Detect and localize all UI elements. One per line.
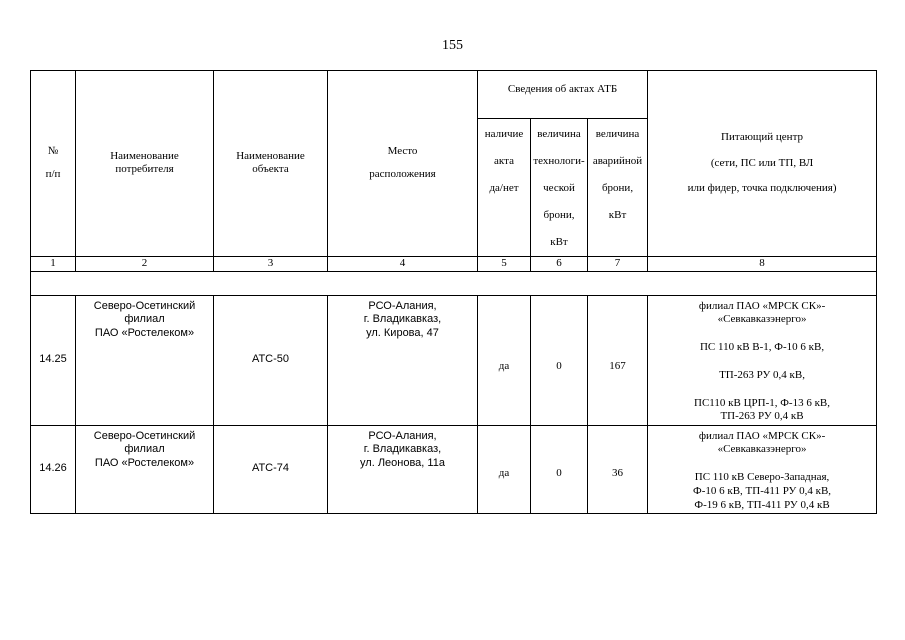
header-num: № п/п xyxy=(31,71,76,257)
header-consumer: Наименование потребителя xyxy=(76,71,214,257)
emerg-cell: 167 xyxy=(588,295,648,425)
header-atb-group: Сведения об актах АТБ xyxy=(478,71,648,119)
column-numbers-row: 1 2 3 4 5 6 7 8 xyxy=(31,256,877,271)
header-tech-reserve: величина технологи- ческой брони, кВт xyxy=(531,119,588,257)
tech-cell: 0 xyxy=(531,295,588,425)
act-cell: да xyxy=(478,425,531,513)
header-power-center: Питающий центр (сети, ПС или ТП, ВЛ или фидер, точка подключения) xyxy=(648,71,877,257)
location-cell: РСО-Алания, г. Владикавказ, ул. Кирова, 47 xyxy=(328,295,478,425)
header-object: Наименование объекта xyxy=(214,71,328,257)
consumer-cell: Северо-Осетинский филиал ПАО «Ростелеком» xyxy=(76,425,214,513)
object-cell: АТС-50 xyxy=(214,295,328,425)
header-emergency-reserve: величина аварийной брони, кВт xyxy=(588,119,648,257)
emerg-cell: 36 xyxy=(588,425,648,513)
consumer-cell: Северо-Осетинский филиал ПАО «Ростелеком» xyxy=(76,295,214,425)
atb-table xyxy=(30,70,877,514)
header-act: наличие акта да/нет xyxy=(478,119,531,257)
table-row: 14.26 Северо-Осетинский филиал ПАО «Ростелеком» АТС-74 РСО-Алания, г. Владикавказ, ул. Леонова, 11а да 0 36 филиал ПАО «МРСК СК»- «Севкавказэнерго» ПС 110 кВ Северо-Западная, Ф-10 6 кВ, ТП-411 РУ 0,4 кВ, Ф-19 6 кВ, ТП-411 РУ 0,4 кВ xyxy=(31,425,877,513)
header-location: Место расположения xyxy=(328,71,478,257)
table-row: 14.25 Северо-Осетинский филиал ПАО «Ростелеком» АТС-50 РСО-Алания, г. Владикавказ, ул. Кирова, 47 да 0 167 филиал ПАО «МРСК СК»- «Севкавказэнерго» ПС 110 кВ В-1, Ф-10 6 кВ, ТП-263 РУ 0,4 кВ, ПС110 кВ ЦРП-1, Ф-13 6 кВ, ТП-263 РУ 0,4 кВ xyxy=(31,295,877,425)
object-cell: АТС-74 xyxy=(214,425,328,513)
act-cell: да xyxy=(478,295,531,425)
location-cell: РСО-Алания, г. Владикавказ, ул. Леонова, 11а xyxy=(328,425,478,513)
power-center-cell: филиал ПАО «МРСК СК»- «Севкавказэнерго» ПС 110 кВ В-1, Ф-10 6 кВ, ТП-263 РУ 0,4 кВ, ПС110 кВ ЦРП-1, Ф-13 6 кВ, ТП-263 РУ 0,4 кВ xyxy=(648,295,877,425)
tech-cell: 0 xyxy=(531,425,588,513)
page-number: 155 xyxy=(442,38,463,53)
power-center-cell: филиал ПАО «МРСК СК»- «Севкавказэнерго» ПС 110 кВ Северо-Западная, Ф-10 6 кВ, ТП-411 РУ 0,4 кВ, Ф-19 6 кВ, ТП-411 РУ 0,4 кВ xyxy=(648,425,877,513)
